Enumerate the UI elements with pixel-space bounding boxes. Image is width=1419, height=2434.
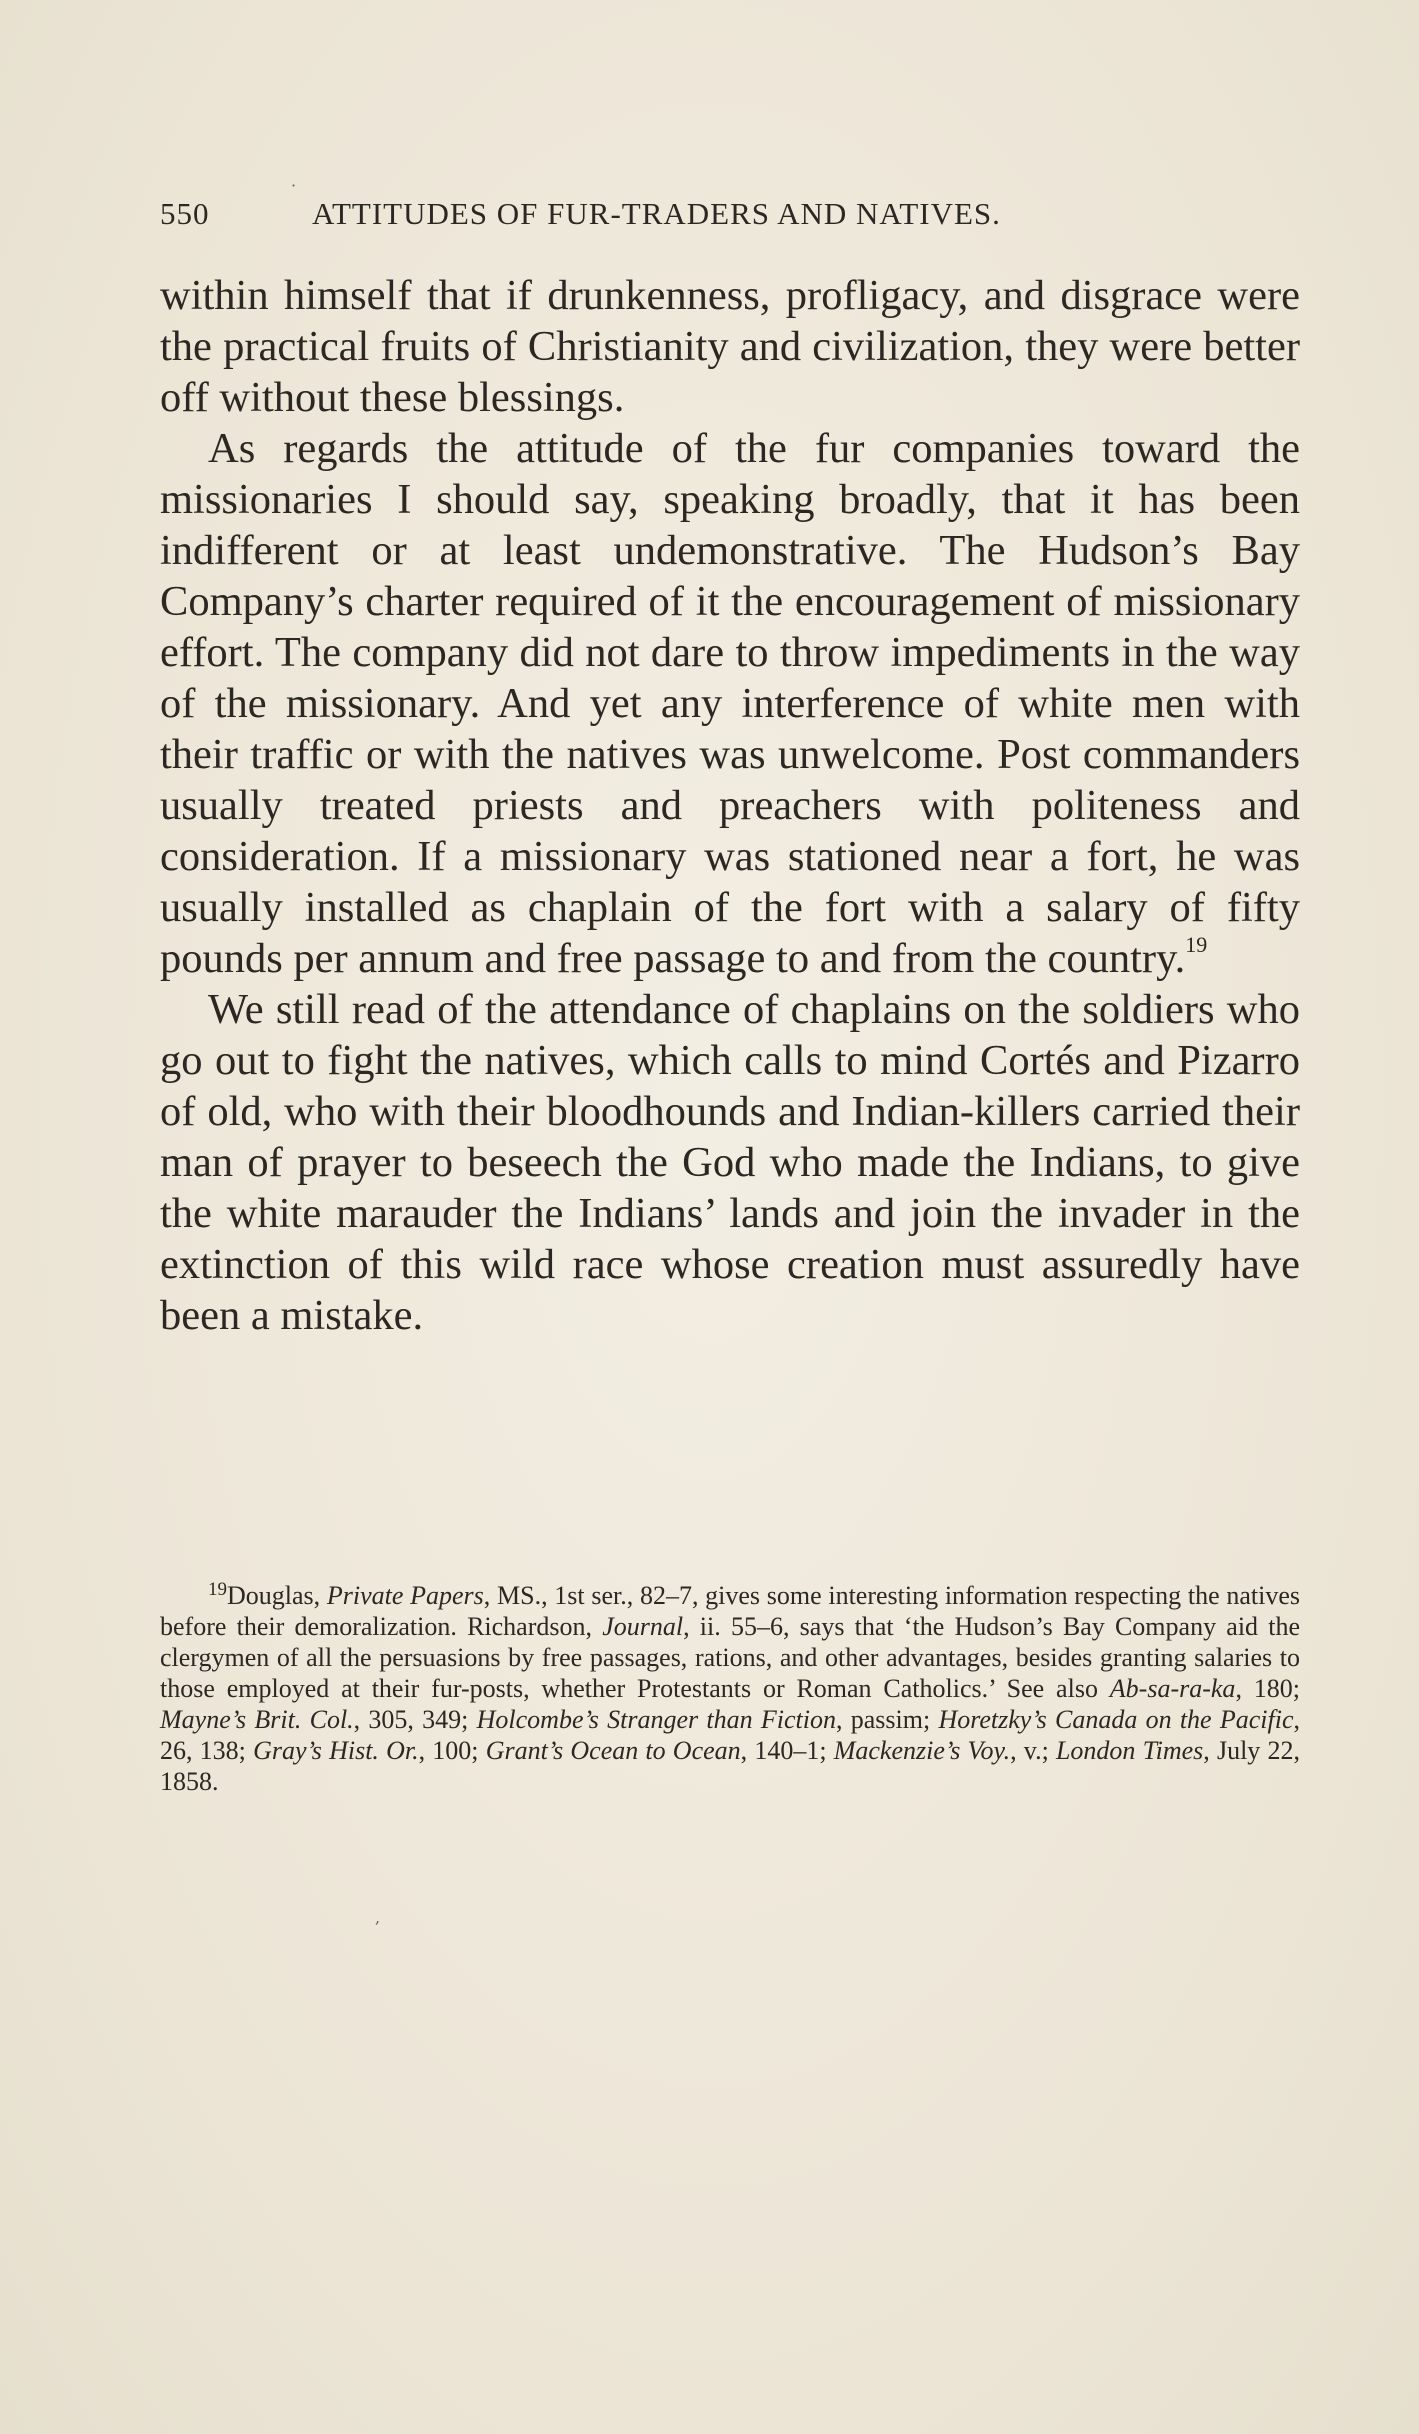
print-speck: · — [291, 176, 297, 195]
footnote-text-segment: , 100; — [418, 1736, 486, 1765]
paragraph-2: As regards the attitude of the fur companies toward the missionaries I should say, speaking broadly, that it has been indifferent or at least undemonstrative. The Hudson’s Bay Company’s charter required of it the encouragement of missionary effort. The company did not dare to throw impediments in the way of the missionary. And yet any interference of white men with their traffic or with the natives was unwelcome. Post commanders usually treated priests and preachers with politeness and consideration. If a missionary was stationed near a fort, he was usually installed as chaplain of the fort with a salary of fifty pounds per annum and free passage to and from the country.$^{19}$ — [160, 425, 1300, 982]
footnote-citation-title: Mackenzie’s Voy. — [833, 1736, 1011, 1765]
footnote-citation-title: Horetzky’s Canada on the Pacific — [938, 1705, 1294, 1734]
footnote-citation-title: Ab-sa-ra-ka — [1109, 1674, 1236, 1703]
footnote-text-segment: , 305, 349; — [353, 1705, 477, 1734]
footnote-citation-title: Gray’s Hist. Or. — [253, 1736, 419, 1765]
footnote-text-segment: , 26, 138; — [160, 1705, 1300, 1765]
print-speck: , — [375, 1908, 381, 1927]
footnote-text-segment: , July 22, 1858. — [160, 1736, 1300, 1796]
footnote-text-segment: , 180; — [1235, 1674, 1301, 1703]
footnote-number: 19 — [208, 1579, 227, 1600]
footnote-citation-title: Grant’s Ocean to Ocean — [485, 1736, 741, 1765]
footnote-citation-title: Holcombe’s Stranger than Fiction — [476, 1705, 836, 1734]
footnote-text-segment: Douglas, — [227, 1581, 327, 1610]
footnote — [160, 1580, 1300, 1797]
footnote-citation-title: Private Papers — [326, 1581, 484, 1610]
footnote-text-segment: , passim; — [835, 1705, 939, 1734]
page-number: 550 — [160, 196, 210, 231]
footnote-text-segment: , v.; — [1010, 1736, 1056, 1765]
page-header — [160, 196, 1300, 240]
footnote-text-segment: , ii. 55–6, says that ‘the Hudson’s Bay Company aid the clergymen of all the persuasions by free passages, rations, and other advantages, besides granting salaries to those employed at their fur-posts, whether Protestants or Roman Catholics.’ See also — [160, 1612, 1301, 1703]
footnote-citation-title: London Times — [1055, 1736, 1204, 1765]
footnote-text — [160, 1581, 1300, 1796]
running-head: ATTITUDES OF FUR-TRADERS AND NATIVES. — [312, 196, 1001, 231]
footnote-citation-title: Mayne’s Brit. Col. — [160, 1705, 354, 1734]
paragraph-1: within himself that if drunkenness, profligacy, and disgrace were the practical fruits of Christianity and civilization, they were better off without these blessings. — [160, 272, 1300, 421]
footnote-citation-title: Journal — [602, 1612, 684, 1641]
footnote-text-segment: , 140–1; — [740, 1736, 834, 1765]
paragraph-3: We still read of the attendance of chaplains on the soldiers who go out to fight the natives, which calls to mind Cortés and Pizarro of old, who with their bloodhounds and Indian-killers carried their man of prayer to beseech the God who made the Indians, to give the white marauder the Indians’ lands and join the invader in the extinction of this wild race whose creation must assuredly have been a mistake. — [160, 986, 1300, 1339]
footnote-text-segment: , MS., 1st ser., 82–7, gives some interesting information respecting the natives before their demoralization. Richardson, — [160, 1581, 1300, 1641]
body-text — [160, 270, 1300, 1341]
footnote-reference[interactable]: 19 — [1185, 932, 1208, 957]
